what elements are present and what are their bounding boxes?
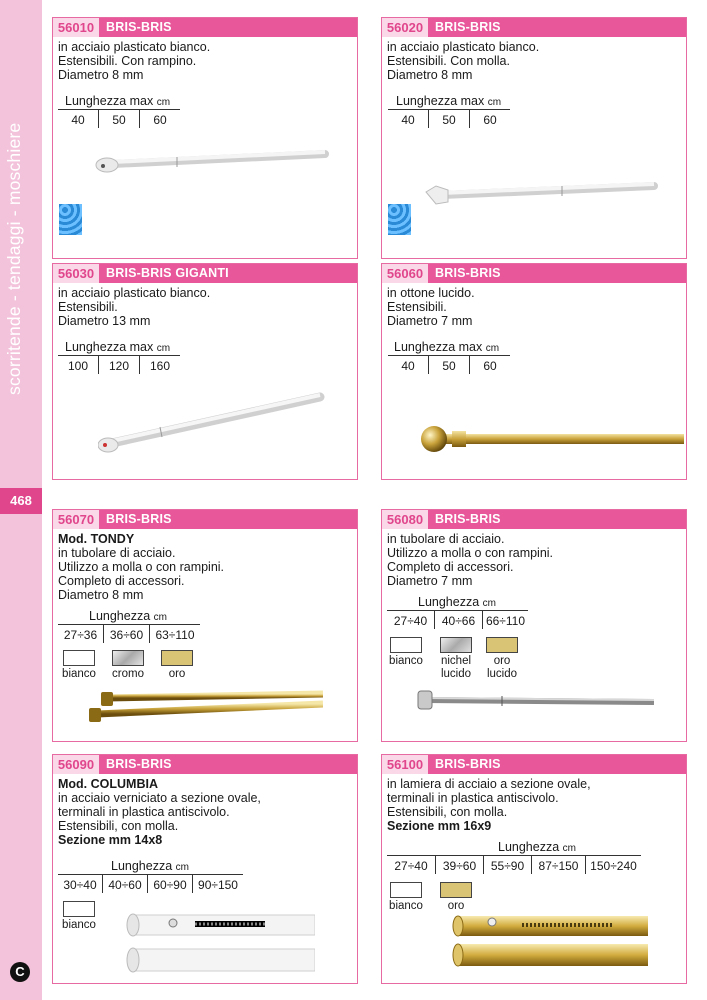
product-card-56090 (52, 754, 358, 984)
finish-label: bianco (62, 919, 96, 931)
length-table (388, 109, 510, 128)
swatch-bianco (63, 901, 95, 917)
length-cell: 40÷66 (435, 611, 483, 629)
length-cell: 55÷90 (484, 856, 532, 874)
swatch-cromo (112, 650, 144, 666)
length-cell: 40 (58, 110, 99, 128)
desc-line: in ottone lucido. (387, 286, 475, 300)
desc-line: terminali in plastica antiscivolo. (387, 791, 559, 805)
card-header (382, 18, 686, 37)
length-cell: 27÷36 (58, 625, 104, 643)
finish-label: nichel lucido (440, 655, 472, 680)
product-image-rod (412, 414, 684, 464)
length-cell: 39÷60 (436, 856, 484, 874)
finish-label: bianco (389, 655, 423, 667)
section-title: scorritende - tendaggi - moschiere (4, 122, 24, 395)
brand-logo: C (10, 962, 30, 982)
length-cell: 60÷90 (148, 875, 193, 893)
swatch-oro (440, 882, 472, 898)
desc-line: Utilizzo a molla o con rampini. (58, 560, 225, 574)
product-code: 56030 (53, 264, 99, 283)
length-cell: 60 (483, 359, 497, 373)
product-card-56030 (52, 263, 358, 480)
length-cell: 50 (99, 110, 140, 128)
desc-line: Diametro 8 mm (58, 68, 144, 82)
desc-line: in tubolare di acciaio. (58, 546, 176, 560)
product-card-56020 (381, 17, 687, 259)
product-code: 56080 (382, 510, 428, 529)
card-header (53, 755, 357, 774)
product-name: BRIS-BRIS (106, 20, 172, 34)
product-card-56060 (381, 263, 687, 480)
length-title: Lunghezza cm (418, 595, 496, 609)
product-image-rod (422, 178, 662, 218)
product-card-56080 (381, 509, 687, 742)
card-header (382, 510, 686, 529)
product-image-rod (452, 912, 652, 972)
product-description (387, 40, 683, 82)
length-title: Lunghezza max cm (396, 94, 502, 108)
package-thumbnail (388, 204, 411, 235)
finish-label: oro (447, 900, 465, 912)
length-cell: 50 (429, 356, 470, 374)
product-name: BRIS-BRIS (106, 512, 172, 526)
product-code: 56090 (53, 755, 99, 774)
product-code: 56020 (382, 18, 428, 37)
finish-label: oro (168, 668, 186, 680)
page-number: 468 (0, 488, 42, 514)
swatch-bianco (390, 882, 422, 898)
length-table (388, 355, 510, 374)
length-cell: 63÷110 (155, 628, 195, 642)
length-cell: 50 (429, 110, 470, 128)
product-description (387, 777, 683, 833)
swatch-oro (161, 650, 193, 666)
card-header (53, 264, 357, 283)
length-title: Lunghezza cm (498, 840, 576, 854)
length-title: Lunghezza cm (111, 859, 189, 873)
product-image-rod (93, 148, 333, 188)
product-image-rod (83, 684, 323, 726)
product-name: BRIS-BRIS (435, 512, 501, 526)
product-code: 56060 (382, 264, 428, 283)
length-table (58, 874, 243, 893)
desc-line: in acciaio plasticato bianco. (58, 40, 211, 54)
desc-line: Estensibili, con molla. (387, 805, 508, 819)
product-code: 56010 (53, 18, 99, 37)
product-description (58, 286, 354, 328)
desc-line: terminali in plastica antiscivolo. (58, 805, 230, 819)
length-table (387, 610, 528, 629)
desc-line: Completo di accessori. (58, 574, 185, 588)
product-name: BRIS-BRIS (435, 20, 501, 34)
product-name: BRIS-BRIS (435, 266, 501, 280)
product-description (387, 286, 683, 328)
section-size: Sezione mm 16x9 (387, 819, 492, 833)
desc-line: Diametro 7 mm (387, 574, 473, 588)
swatch-bianco (63, 650, 95, 666)
length-table (58, 355, 180, 374)
product-code: 56070 (53, 510, 99, 529)
desc-line: in lamiera di acciaio a sezione ovale, (387, 777, 591, 791)
product-image-rod (98, 389, 328, 454)
product-image-rod (125, 909, 315, 979)
finish-label: bianco (389, 900, 423, 912)
length-cell: 27÷40 (387, 856, 436, 874)
swatch-oro-lucido (486, 637, 518, 653)
swatch-bianco (390, 637, 422, 653)
desc-line: in acciaio plasticato bianco. (387, 40, 540, 54)
card-header (53, 510, 357, 529)
card-header (53, 18, 357, 37)
desc-line: Utilizzo a molla o con rampini. (387, 546, 554, 560)
desc-line: Diametro 7 mm (387, 314, 473, 328)
desc-line: Estensibili. Con molla. (387, 54, 510, 68)
length-title: Lunghezza max cm (394, 340, 500, 354)
product-name: BRIS-BRIS (106, 757, 172, 771)
finish-label: cromo (112, 668, 144, 680)
length-cell: 87÷150 (532, 856, 586, 874)
length-title: Lunghezza max cm (65, 340, 171, 354)
desc-line: Estensibili. (58, 300, 118, 314)
desc-line: Diametro 13 mm (58, 314, 151, 328)
desc-line: in acciaio plasticato bianco. (58, 286, 211, 300)
card-header (382, 755, 686, 774)
length-cell: 30÷40 (58, 875, 103, 893)
desc-line: Estensibili. Con rampino. (58, 54, 197, 68)
length-cell: 60 (153, 113, 167, 127)
product-card-56100 (381, 754, 687, 984)
product-name: BRIS-BRIS (435, 757, 501, 771)
desc-line: Estensibili, con molla. (58, 819, 179, 833)
length-cell: 36÷60 (104, 625, 150, 643)
length-table (387, 855, 641, 874)
length-cell: 27÷40 (387, 611, 435, 629)
length-table (58, 109, 180, 128)
product-card-56010 (52, 17, 358, 259)
product-image-rod (412, 686, 654, 716)
desc-line: Diametro 8 mm (387, 68, 473, 82)
card-header (382, 264, 686, 283)
package-thumbnail (59, 204, 82, 235)
model-name: Mod. TONDY (58, 532, 135, 546)
length-cell: 66÷110 (485, 614, 526, 628)
product-name: BRIS-BRIS GIGANTI (106, 266, 229, 280)
length-cell: 160 (149, 359, 171, 373)
length-cell: 40 (388, 110, 429, 128)
product-description (58, 532, 354, 602)
product-code: 56100 (382, 755, 428, 774)
swatch-nichel-lucido (440, 637, 472, 653)
length-cell: 120 (99, 356, 140, 374)
finish-label: oro lucido (486, 655, 518, 680)
length-cell: 40 (388, 356, 429, 374)
length-cell: 100 (58, 356, 99, 374)
length-title: Lunghezza cm (89, 609, 167, 623)
length-cell: 40÷60 (103, 875, 148, 893)
desc-line: in tubolare di acciaio. (387, 532, 505, 546)
model-name: Mod. COLUMBIA (58, 777, 158, 791)
section-size: Sezione mm 14x8 (58, 833, 163, 847)
length-cell: 60 (483, 113, 497, 127)
desc-line: Estensibili. (387, 300, 447, 314)
length-cell: 150÷240 (590, 859, 637, 873)
desc-line: Completo di accessori. (387, 560, 514, 574)
length-table (58, 624, 200, 643)
length-cell: 90÷150 (198, 878, 238, 892)
desc-line: in acciaio verniciato a sezione ovale, (58, 791, 261, 805)
product-description (58, 777, 354, 847)
finish-label: bianco (62, 668, 96, 680)
product-description (58, 40, 354, 82)
desc-line: Diametro 8 mm (58, 588, 144, 602)
product-description (387, 532, 683, 588)
length-title: Lunghezza max cm (65, 94, 171, 108)
product-card-56070 (52, 509, 358, 742)
